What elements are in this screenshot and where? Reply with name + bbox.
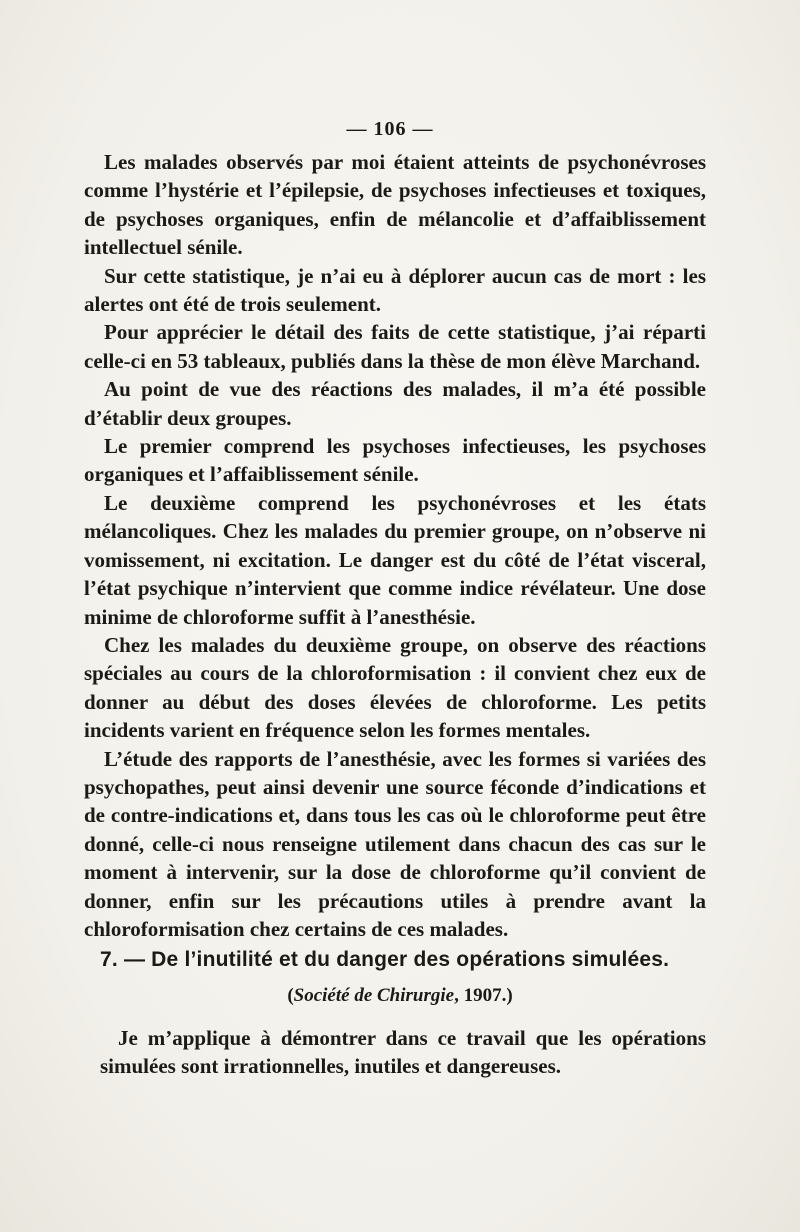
section-source <box>0 985 800 1007</box>
paragraph-4: Au point de vue des réactions des malades, il m’a été possible d’établir deux groupes. <box>84 377 706 430</box>
page-number: — 106 — <box>346 118 434 140</box>
paragraph-3: Pour apprécier le détail des faits de cette statistique, j’ai réparti celle-ci en 53 tableaux, publiés dans la thèse de mon élève Marchand. <box>84 320 706 373</box>
paragraph-6: Le deuxième comprend les psychonévroses et les états mélancoliques. Chez les malades du premier groupe, on n’observe ni vomissement, ni excitation. Le danger est du côté de l’état visceral, l’état psychique n’intervient que comme indice révélateur. Une dose minime de chloroforme suffit à l’anesthésie. <box>84 490 706 629</box>
source-year: , 1907.) <box>454 985 513 1006</box>
paragraph-7: Chez les malades du deuxième groupe, on observe des réactions spéciales au cours de la chloroformisation : il convient chez eux de donner au début des doses élevées de chloroforme. Les petits incidents varient en fréquence selon les formes mentales. <box>84 632 706 743</box>
source-journal: Société de Chirurgie <box>293 985 455 1006</box>
source-open: ( <box>287 985 294 1006</box>
paragraph-2: Sur cette statistique, je n’ai eu à déplorer aucun cas de mort : les alertes ont été de trois seulement. <box>84 263 706 317</box>
section-body <box>100 1024 706 1081</box>
section-paragraph: Je m’applique à démontrer dans ce travail que les opérations simulées sont irrationnelles, inutiles et dangereuses. <box>100 1026 706 1079</box>
body-text <box>84 148 706 943</box>
paragraph-1: Les malades observés par moi étaient atteints de psychonévroses comme l’hystérie et l’épilepsie, de psychoses infectieuses et toxiques, de psychoses organiques, enfin de mélancolie et d’affaiblissement intellectuel sénile. <box>84 150 706 260</box>
paragraph-5: Le premier comprend les psychoses infectieuses, les psychoses organiques et l’affaiblissement sénile. <box>84 434 706 487</box>
section-heading: 7. — De l’inutilité et du danger des opérations simulées. <box>100 948 670 971</box>
paragraph-8: L’étude des rapports de l’anesthésie, avec les formes si variées des psychopathes, peut ainsi devenir une source féconde d’indications et de contre-indications et, dans tous les cas où le chloroforme peut être donné, celle-ci nous renseigne utilement dans chacun des cas sur le moment à intervenir, sur la dose de chloroforme qu’il convient de donner, enfin sur les précautions utiles à prendre avant la chloroformisation chez certains de ces malades. <box>84 746 706 941</box>
